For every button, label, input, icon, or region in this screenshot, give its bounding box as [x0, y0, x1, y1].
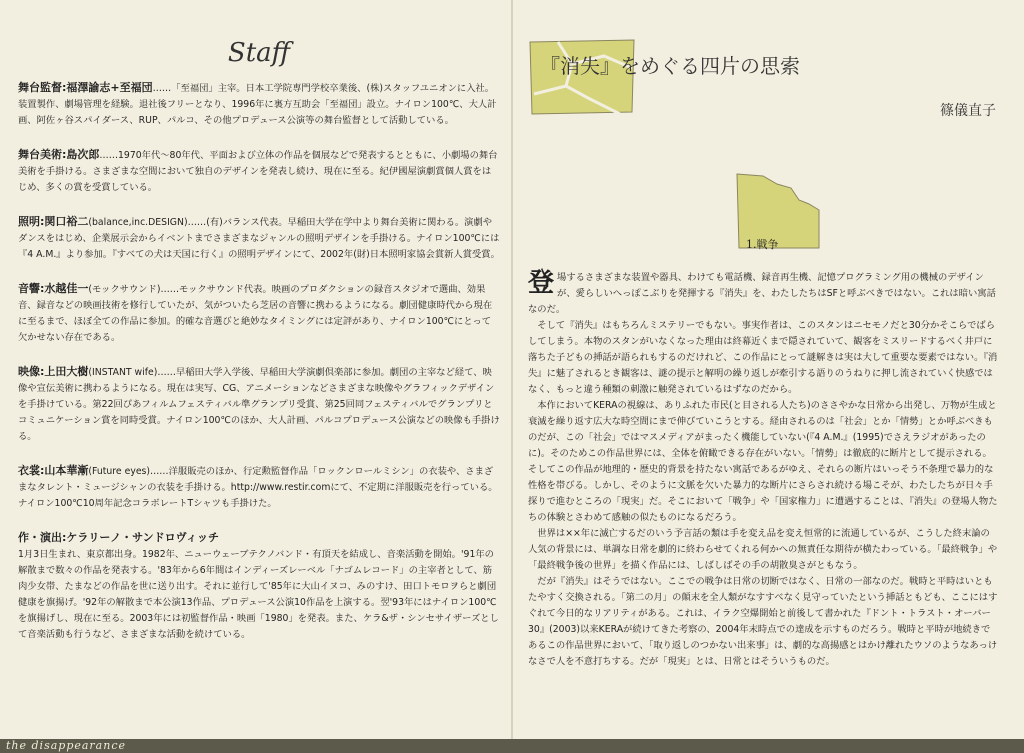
staff-entry — [18, 463, 500, 512]
staff-body: (Future eyes)……洋服販売のほか、行定勲監督作品「ロックンロールミシン」の衣装や、さまざまなタレント・ミュージシャンの衣装を手掛ける。http://www.restir.comにて、不定期に洋服販売を行っている。ナイロン100℃10周年記念コラボレートTシャツも手掛けた。 — [18, 466, 498, 509]
staff-entry — [18, 214, 500, 263]
staff-entry — [18, 80, 500, 129]
staff-role: 映像:上田大樹 — [18, 365, 89, 378]
staff-role: 舞台監督:福澤諭志+至福団 — [18, 81, 153, 94]
staff-entry — [18, 364, 500, 445]
staff-role: 作・演出:ケラリーノ・サンドロヴィッチ — [18, 531, 219, 544]
staff-entry — [18, 530, 500, 643]
essay-paragraph: そして『消失』はもちろんミステリーでもない。事実作者は、このスタンはニセモノだと30分かそこらでばらしてしまう。本物のスタンがいなくなった理由は終幕近くまで隠されていて、観客をミスリードするべく井戸に落ちた子どもの挿話が語られもするのだけれど、この作品にとって謎解きは実は大して重要な要素ではない。『消失』に魅了されるとき観客は、謎の提示と解明の繰り返しが牽引する語りのうねりに押し流されていく快感ではなく、もっと違う種類の刺激に触発されているはずなのだから。 — [528, 320, 998, 395]
staff-column — [18, 30, 500, 661]
essay-paragraph: 世界は××年に滅亡するだのいう予言話の類は手を変え品を変え恒常的に流通しているが、こうした終末論の人気の背景には、単調な日常を劇的に終わらせてくれる何かへの無責任な期待が横たわっている。「最終戦争」や「最終戦争後の世界」を描く作品には、しばしばその手の胡散臭さがともなう。 — [528, 528, 998, 571]
staff-body: ……1970年代〜80年代、平面および立体の作品を個展などで発表するとともに、小劇場の舞台美術を手掛ける。さまざまな空間において独自のデザインを発表し続け、現在に至る。紀伊國屋演劇賞個人賞をはじめ、多くの賞を受賞している。 — [18, 150, 498, 193]
staff-body: (モックサウンド)……モックサウンド代表。映画のプロダクションの録音スタジオで選曲、効果音、録音などの映画技術を修行していたが、気がついたら芝居の音響に携わるようになる。劇団健康時代から現在に至るまで、ほぼ全ての作品に参加。的確な音選びと絶妙なタイミングには定評があり、ナイロン100℃にとって欠かせない存在である。 — [18, 284, 493, 343]
drop-cap: 登 — [528, 268, 555, 298]
section-label: 1.戦争 — [746, 238, 779, 251]
staff-body: ……「至福団」主宰。日本工学院専門学校卒業後、(株)スタッフユニオンに入社。装置製作、劇場管理を経験。退社後フリーとなり、1996年に裏方互助会「至福団」設立。ナイロン100℃、大人計画、阿佐ヶ谷スパイダース、RUP、パルコ、その他プロデュース公演等の舞台監督として活動している。 — [18, 83, 497, 126]
essay-paragraph: 場するさまざまな装置や器具、わけても電話機、録音再生機、記憶プログラミング用の機械のデザインが、愛らしいへっぽこぶりを発揮する『消失』を、わたしたちはSFと呼ぶべきではない。これは暗い寓話なのだ。 — [528, 272, 996, 315]
staff-role: 舞台美術:島次郎 — [18, 148, 100, 161]
staff-role: 音響:水越佳一 — [18, 282, 89, 295]
footer-text: the disappearance — [6, 739, 126, 752]
staff-role: 照明:関口裕二 — [18, 215, 89, 228]
staff-body: 1月3日生まれ、東京都出身。1982年、ニューウェーブテクノバンド・有頂天を結成し、音楽活動を開始。'91年の解散まで数々の作品を発表する。'83年から6年間はインディーズレーベル「ナゴムレコード」の主宰者として、筋肉少女帯、たまなどの作品を世に送り出す。それに並行して'85年に大山イヌコ、みのすけ、田口トモロヲらと劇団健康を旗揚げ。'92年の解散まで本公演13作品、プロデュース公演10作品を上演する。翌'93年にはナイロン100℃を旗揚げし、現在に至る。2003年には初監督作品・映画「1980」を発表。また、ケラ&ザ・シンセサイザーズとして音楽活動も行うなど、さまざまな活動を続けている。 — [18, 549, 499, 640]
staff-body: (INSTANT wife)……早稲田大学入学後、早稲田大学演劇倶楽部に参加。劇団の主宰など経て、映像や宣伝美術に携わるようになる。現在は実写、CG、アニメーションなどさまざまな映像やグラフィックデザインを手掛けている。第22回ぴあフィルムフェスティバル準グランプリ受賞、第25回同フェスティバルでグランプリとコミュニケーション賞を同時受賞。ナイロン100℃のほか、大人計画、パルコプロデュース公演などの映像も手掛ける。 — [18, 367, 500, 442]
staff-entry — [18, 281, 500, 346]
essay-body — [528, 270, 998, 670]
essay-paragraph: 本作においてKERAの視線は、ありふれた市民(と目される人たち)のささやかな日常から出発し、万物が生成と衰滅を繰り返す広大な時空間にまで伸びていこうとする。経由されるのは「社会」とか「情勢」とか呼ぶべきものだが、この「社会」ではマスメディアがまったく機能していない(『4 A.M.』(1995)でさえラジオがあったのに)。そのためこの作品世界には、全体を俯瞰できる存在がいない。「情勢」は徹底的に断片として提示される。そしてこの作品が地理的・歴史的背景を持たない寓話であるがゆえ、それらの断片はいっそう不条理で暴力的な性格を帯びる。しかし、そのように文脈を欠いた暴力的な断片にさらされ続ける場こそが、わたしたちが日々手探りで進むところの「現実」だ。そこにおいて「戦争」や「国家権力」に遭遇することは、『消失』の登場人物たちの体験とさわめて感触の似たものになるだろう。 — [528, 400, 998, 523]
footer-bar — [0, 739, 1024, 753]
staff-body: (balance,inc.DESIGN)……(有)バランス代表。早稲田大学在学中より舞台美術に関わる。演劇やダンスをはじめ、企業展示会からイベントまでさまざまなジャンルの照明デザインを手掛ける。ナイロン100℃には『4 A.M.』より参加。『すべての犬は天国に行く』の照明デザインにて、2002年(財)日本照明家協会賞新人賞受賞。 — [18, 217, 500, 260]
staff-role: 衣裳:山本華漸 — [18, 464, 89, 477]
essay-paragraph: だが『消失』はそうではない。ここでの戦争は日常の切断ではなく、日常の一部なのだ。戦時と平時はいともたやすく交換される。「第二の月」の顛末を全人類がなすすべなく見守っていたという挿話ともども、ここにはすぐれて今日的なリアリティがある。これは、イラク空爆開始と前後して書かれた『ドント・トラスト・オーバー30』(2003)以来KERAが続けてきた考察の、2004年末時点での達成を示すものだろう。戦時と平時が地続きであるこの作品世界において、「取り返しのつかない出来事」は、劇的な高揚感とはかけ離れたウソのようなあっけなさで人を不意打ちする。だが「現実」とは、日常とはそういうものだ。 — [528, 576, 998, 667]
essay-title: 『消失』をめぐる四片の思索 — [540, 54, 800, 78]
page-fold — [511, 0, 513, 740]
staff-title: Staff — [227, 38, 291, 68]
staff-entry — [18, 147, 500, 196]
essay-author: 篠儀直子 — [940, 103, 996, 119]
